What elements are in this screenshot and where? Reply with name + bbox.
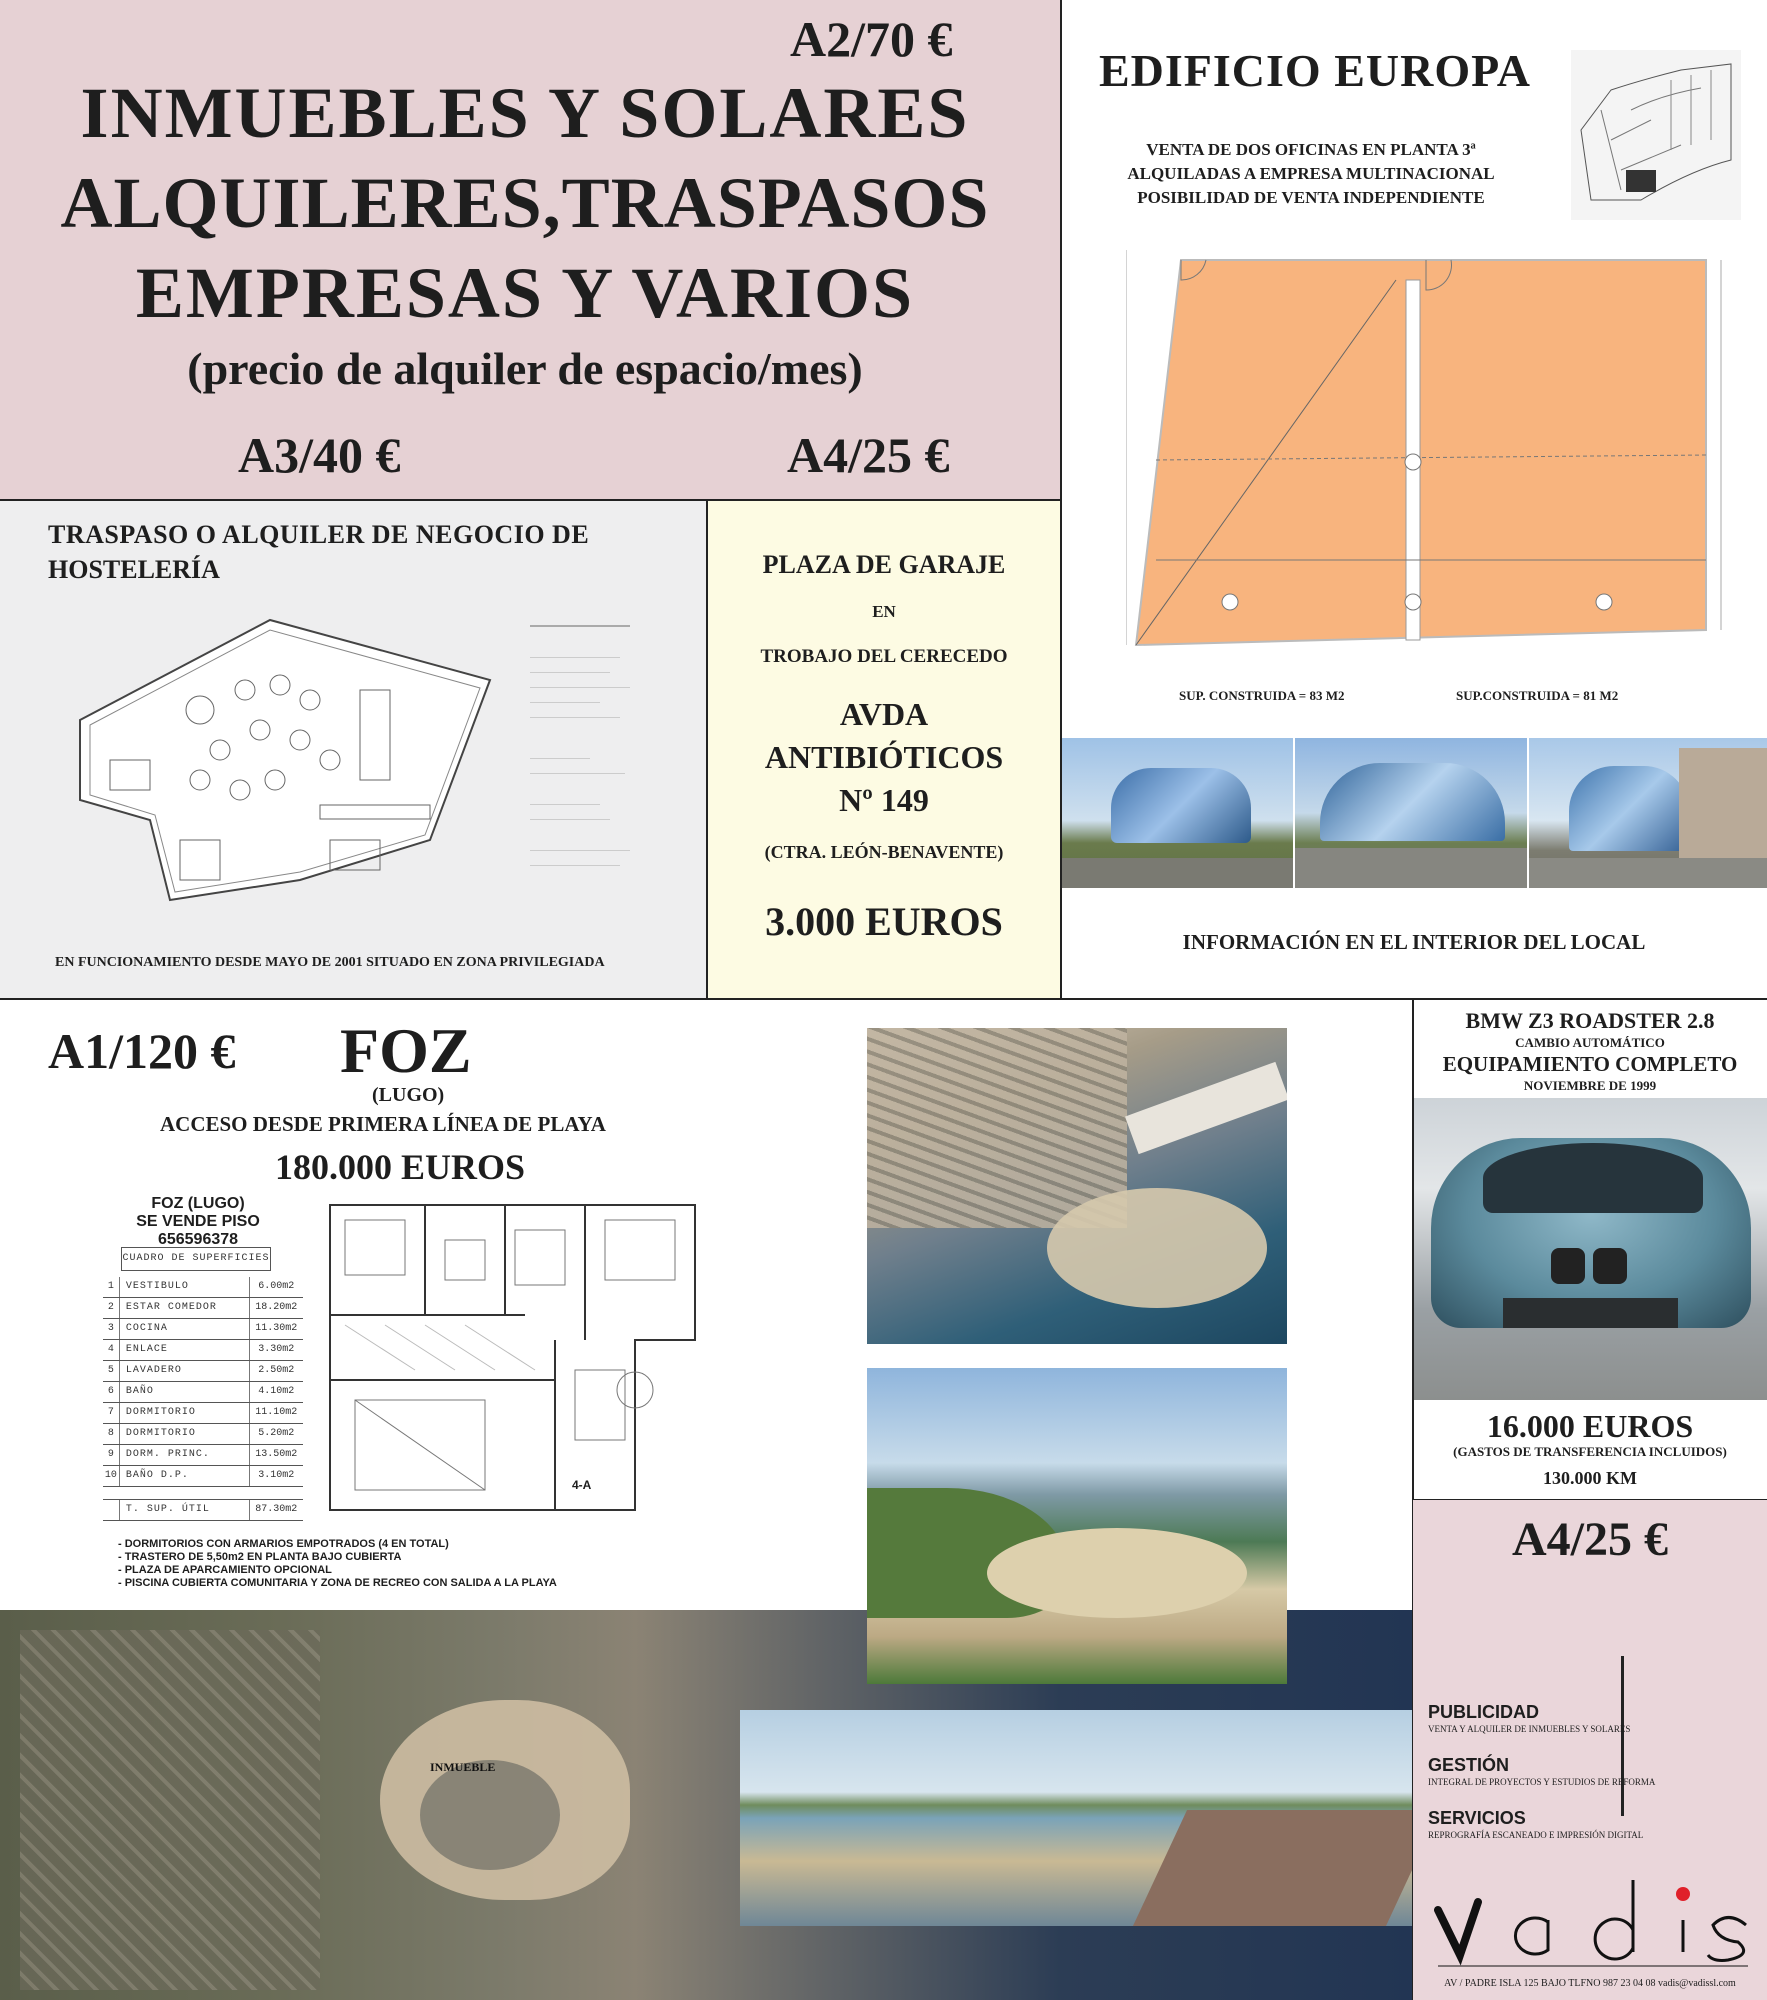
bmw-equipment: EQUIPAMIENTO COMPLETO	[1442, 1052, 1738, 1076]
garaje-street-1: AVDA	[839, 696, 929, 732]
harbor-aerial-photo	[867, 1028, 1287, 1344]
foz-sign-3: 656596378	[157, 1231, 239, 1248]
surfaces-row-room: DORMITORIO	[119, 1403, 249, 1423]
rental-prices-panel	[0, 0, 1061, 500]
surfaces-row-area: 11.30m2	[249, 1319, 303, 1339]
surfaces-row	[103, 1340, 303, 1361]
main-title-line-2: ALQUILERES,TRASPASOS	[60, 163, 990, 243]
surfaces-row-number: 4	[107, 1344, 114, 1355]
building-photo-1	[1061, 738, 1293, 888]
bmw-date: NOVIEMBRE DE 1999	[1523, 1078, 1657, 1093]
hosteleria-footer: EN FUNCIONAMIENTO DESDE MAYO DE 2001 SITUADO EN ZONA PRIVILEGIADA	[55, 955, 605, 970]
unit-label: 4-A	[572, 1478, 592, 1492]
surfaces-total-row	[103, 1499, 303, 1521]
foz-access: ACCESO DESDE PRIMERA LÍNEA DE PLAYA	[160, 1112, 606, 1136]
hosteleria-title-2: HOSTELERÍA	[48, 555, 220, 584]
divider-v2	[706, 500, 708, 998]
surfaces-row-area: 3.30m2	[249, 1340, 303, 1360]
surfaces-row	[103, 1445, 303, 1466]
surfaces-total-value: 87.30m2	[249, 1500, 303, 1520]
surfaces-row-room: DORM. PRINC.	[119, 1445, 249, 1465]
foz-feature-2: - TRASTERO DE 5,50m2 EN PLANTA BAJO CUBIERTA	[118, 1551, 402, 1563]
surfaces-row-area: 11.10m2	[249, 1403, 303, 1423]
apartment-floor-plan	[325, 1200, 705, 1520]
building-photo-2	[1295, 738, 1527, 888]
divider-h1	[0, 499, 1061, 501]
edificio-europa-panel	[1061, 0, 1767, 998]
hosteleria-panel	[0, 500, 707, 998]
surfaces-row-number: 7	[107, 1407, 114, 1418]
edificio-title: EDIFICIO EUROPA	[1099, 45, 1532, 96]
service-servicios-sub: REPROGRAFÍA ESCANEADO E IMPRESIÓN DIGITAL	[1428, 1830, 1644, 1840]
foz-panel	[0, 1000, 1413, 2000]
main-title-line-3: EMPRESAS Y VARIOS	[135, 253, 915, 333]
surfaces-row	[103, 1382, 303, 1403]
service-publicidad-sub: VENTA Y ALQUILER DE INMUEBLES Y SOLARES	[1428, 1724, 1631, 1734]
surfaces-row-area: 18.20m2	[249, 1298, 303, 1318]
surfaces-row-area: 6.00m2	[249, 1277, 303, 1297]
vadis-panel	[1413, 1500, 1767, 2000]
surfaces-row-area: 5.20m2	[249, 1424, 303, 1444]
surfaces-header: CUADRO DE SUPERFICIES	[121, 1247, 271, 1271]
garaje-title: PLAZA DE GARAJE	[762, 550, 1006, 579]
surfaces-row-number: 8	[107, 1428, 114, 1439]
foz-price: 180.000 EUROS	[275, 1147, 526, 1187]
surfaces-row	[103, 1403, 303, 1424]
foz-sign-2: SE VENDE PISO	[136, 1213, 260, 1230]
surfaces-row-number: 9	[107, 1449, 114, 1460]
surfaces-row-room: ESTAR COMEDOR	[119, 1298, 249, 1318]
edificio-desc-1: VENTA DE DOS OFICINAS EN PLANTA 3ª	[1146, 140, 1476, 159]
surfaces-total-label: T. SUP. ÚTIL	[119, 1500, 249, 1520]
bmw-fees: (GASTOS DE TRANSFERENCIA INCLUIDOS)	[1453, 1444, 1727, 1459]
surfaces-row-room: ENLACE	[119, 1340, 249, 1360]
surfaces-row-room: COCINA	[119, 1319, 249, 1339]
surfaces-row-area: 4.10m2	[249, 1382, 303, 1402]
surfaces-row-room: LAVADERO	[119, 1361, 249, 1381]
surfaces-table	[103, 1247, 303, 1521]
price-a1: A1/120 €	[48, 1023, 236, 1079]
service-servicios-title: SERVICIOS	[1428, 1808, 1526, 1828]
surfaces-row-number: 10	[104, 1470, 117, 1481]
office-floor-plan	[1126, 250, 1726, 670]
bmw-price: 16.000 EUROS	[1486, 1408, 1694, 1444]
foz-title: FOZ	[340, 1015, 472, 1086]
surfaces-row	[103, 1424, 303, 1445]
surfaces-row-room: VESTIBULO	[119, 1277, 249, 1297]
price-a3: A3/40 €	[238, 427, 401, 483]
surfaces-row	[103, 1361, 303, 1382]
hosteleria-title-1: TRASPASO O ALQUILER DE NEGOCIO DE	[48, 520, 590, 549]
divider-v1	[1060, 0, 1062, 998]
promenade-panorama-photo	[740, 1710, 1413, 1926]
foz-feature-3: - PLAZA DE APARCAMIENTO OPCIONAL	[118, 1564, 332, 1576]
bmw-car-photo	[1413, 1098, 1767, 1400]
beach-photo	[867, 1368, 1287, 1684]
surfaces-row-number: 6	[107, 1386, 114, 1397]
bmw-transmission: CAMBIO AUTOMÁTICO	[1515, 1035, 1665, 1050]
vadis-vertical-line	[1621, 1656, 1624, 1816]
main-title-line-1: INMUEBLES Y SOLARES	[80, 73, 970, 153]
restaurant-plan-legend	[530, 620, 670, 920]
price-a2: A2/70 €	[790, 11, 953, 67]
foz-feature-4: - PISCINA CUBIERTA COMUNITARIA Y ZONA DE RECREO CON SALIDA A LA PLAYA	[118, 1577, 557, 1589]
office-surface-left: SUP. CONSTRUIDA = 83 M2	[1179, 688, 1345, 703]
garaje-street-3: Nº 149	[839, 782, 929, 818]
garaje-town: TROBAJO DEL CERECEDO	[760, 646, 1008, 667]
foz-feature-1: - DORMITORIOS CON ARMARIOS EMPOTRADOS (4 EN TOTAL)	[118, 1538, 449, 1550]
office-surface-right: SUP.CONSTRUIDA = 81 M2	[1456, 688, 1619, 703]
building-location-plan	[1571, 50, 1741, 220]
bmw-title: BMW Z3 ROADSTER 2.8	[1465, 1008, 1715, 1033]
foz-sign-1: FOZ (LUGO)	[151, 1195, 245, 1212]
garaje-road: (CTRA. LEÓN-BENAVENTE)	[764, 842, 1004, 862]
surfaces-row	[103, 1277, 303, 1298]
surfaces-row-room: DORMITORIO	[119, 1424, 249, 1444]
edificio-desc-2: ALQUILADAS A EMPRESA MULTINACIONAL	[1127, 164, 1495, 183]
edificio-desc-3: POSIBILIDAD DE VENTA INDEPENDIENTE	[1137, 188, 1485, 207]
surfaces-row-number: 1	[107, 1281, 114, 1292]
service-gestion-title: GESTIÓN	[1428, 1755, 1510, 1775]
surfaces-row-number: 5	[107, 1365, 114, 1376]
garaje-panel	[707, 500, 1061, 998]
surfaces-row-room: BAÑO	[119, 1382, 249, 1402]
vadis-price-a4: A4/25 €	[1512, 1513, 1668, 1566]
garaje-price: 3.000 EUROS	[765, 899, 1003, 944]
foz-province: (LUGO)	[372, 1084, 445, 1106]
surfaces-row	[103, 1466, 303, 1487]
surfaces-row-number: 2	[107, 1302, 114, 1313]
vadis-footer: AV / PADRE ISLA 125 BAJO TLFNO 987 23 04 08 vadis@vadissl.com	[1444, 1978, 1736, 1989]
garaje-street-2: ANTIBIÓTICOS	[764, 739, 1004, 775]
building-photo-3	[1529, 738, 1767, 888]
surfaces-row-area: 3.10m2	[249, 1466, 303, 1486]
surfaces-row-number: 3	[107, 1323, 114, 1334]
restaurant-floor-plan	[70, 600, 500, 910]
surfaces-row-area: 2.50m2	[249, 1361, 303, 1381]
surfaces-row-room: BAÑO D.P.	[119, 1466, 249, 1486]
map-label: INMUEBLE	[430, 1760, 496, 1774]
vadis-logo	[1428, 1880, 1758, 1970]
price-a4: A4/25 €	[787, 427, 950, 483]
bmw-km: 130.000 KM	[1543, 1468, 1637, 1488]
service-gestion-sub: INTEGRAL DE PROYECTOS Y ESTUDIOS DE REFORMA	[1428, 1777, 1656, 1787]
surfaces-row	[103, 1319, 303, 1340]
info-note: INFORMACIÓN EN EL INTERIOR DEL LOCAL	[1182, 930, 1646, 954]
rental-subtitle: (precio de alquiler de espacio/mes)	[187, 343, 863, 394]
bmw-panel	[1413, 1000, 1767, 1500]
garaje-en: EN	[872, 602, 896, 621]
surfaces-row-area: 13.50m2	[249, 1445, 303, 1465]
service-publicidad-title: PUBLICIDAD	[1428, 1702, 1539, 1722]
surfaces-row	[103, 1298, 303, 1319]
